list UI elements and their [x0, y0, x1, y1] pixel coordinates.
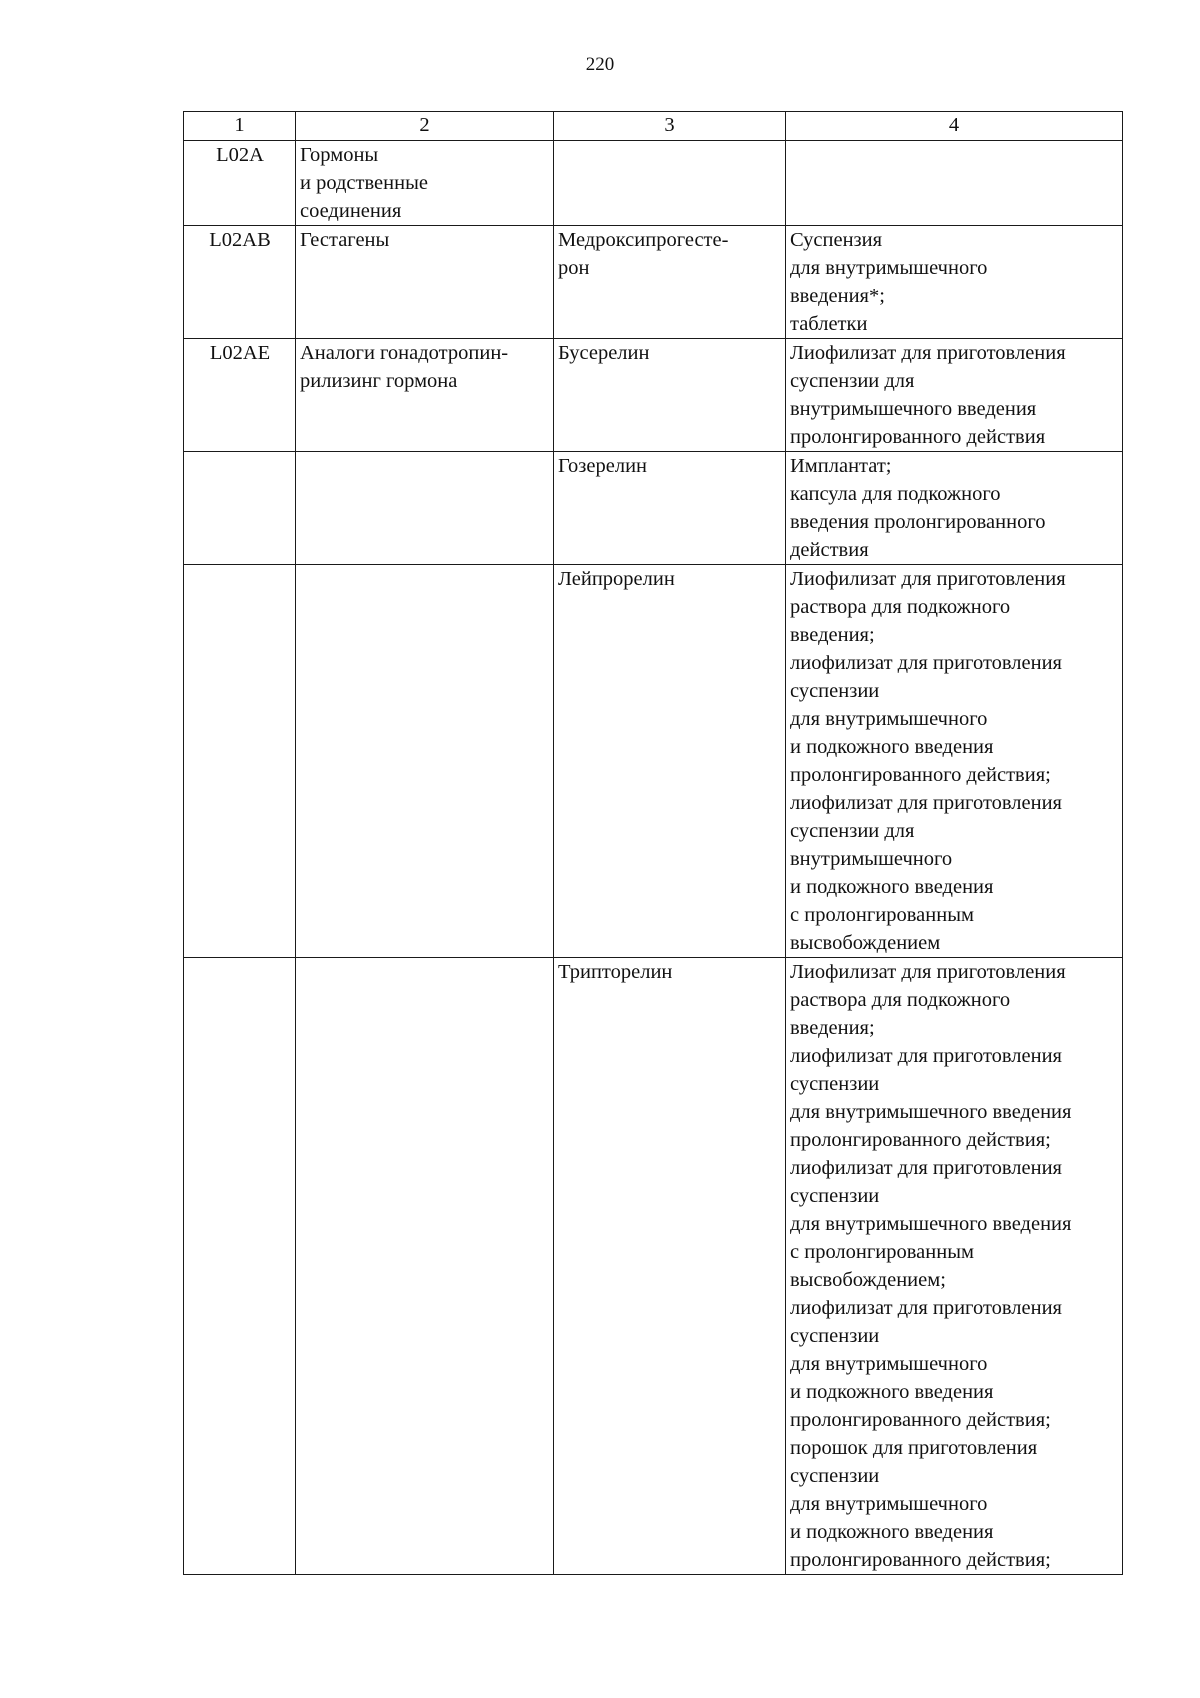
group-cell: Гормоны и родственные соединения: [296, 141, 554, 226]
column-header-1: 1: [184, 112, 296, 141]
atc-code-cell: [184, 958, 296, 1575]
drug-cell: Трипторелин: [554, 958, 786, 1575]
group-cell: [296, 565, 554, 958]
group-cell: Аналоги гонадотропин- рилизинг гормона: [296, 339, 554, 452]
forms-cell: Суспензия для внутримышечного введения*; таблетки: [786, 226, 1123, 339]
column-header-4: 4: [786, 112, 1123, 141]
drug-cell: Лейпрорелин: [554, 565, 786, 958]
atc-code-cell: [184, 565, 296, 958]
drug-cell: [554, 141, 786, 226]
page-number: 220: [585, 54, 615, 75]
forms-cell: Лиофилизат для приготовления раствора для подкожного введения; лиофилизат для приготовления суспензии для внутримышечного и подкожного введения пролонгированного действия; лиофилизат для приготовления суспензии для внутримышечного и подкожного введения с пролонгированным высвобождением: [786, 565, 1123, 958]
table-row: [184, 141, 1123, 226]
group-cell: [296, 958, 554, 1575]
column-header-2: 2: [296, 112, 554, 141]
atc-code-cell: L02AE: [184, 339, 296, 452]
group-cell: Гестагены: [296, 226, 554, 339]
drug-cell: Бусерелин: [554, 339, 786, 452]
table-header-row: [184, 112, 1123, 141]
table-row: [184, 958, 1123, 1575]
forms-cell: Лиофилизат для приготовления раствора для подкожного введения; лиофилизат для приготовления суспензии для внутримышечного введения пролонгированного действия; лиофилизат для приготовления суспензии для внутримышечного введения с пролонгированным высвобождением; лиофилизат для приготовления суспензии для внутримышечного и подкожного введения пролонгированного действия; порошок для приготовления суспензии для внутримышечного и подкожного введения пролонгированного действия;: [786, 958, 1123, 1575]
column-header-3: 3: [554, 112, 786, 141]
forms-cell: Имплантат; капсула для подкожного введения пролонгированного действия: [786, 452, 1123, 565]
table-row: [184, 452, 1123, 565]
drug-table: [183, 111, 1123, 1575]
table-row: [184, 226, 1123, 339]
atc-code-cell: L02AB: [184, 226, 296, 339]
atc-code-cell: L02A: [184, 141, 296, 226]
table-row: [184, 565, 1123, 958]
forms-cell: Лиофилизат для приготовления суспензии для внутримышечного введения пролонгированного действия: [786, 339, 1123, 452]
forms-cell: [786, 141, 1123, 226]
group-cell: [296, 452, 554, 565]
atc-code-cell: [184, 452, 296, 565]
drug-cell: Гозерелин: [554, 452, 786, 565]
table-row: [184, 339, 1123, 452]
drug-cell: Медроксипрогесте- рон: [554, 226, 786, 339]
